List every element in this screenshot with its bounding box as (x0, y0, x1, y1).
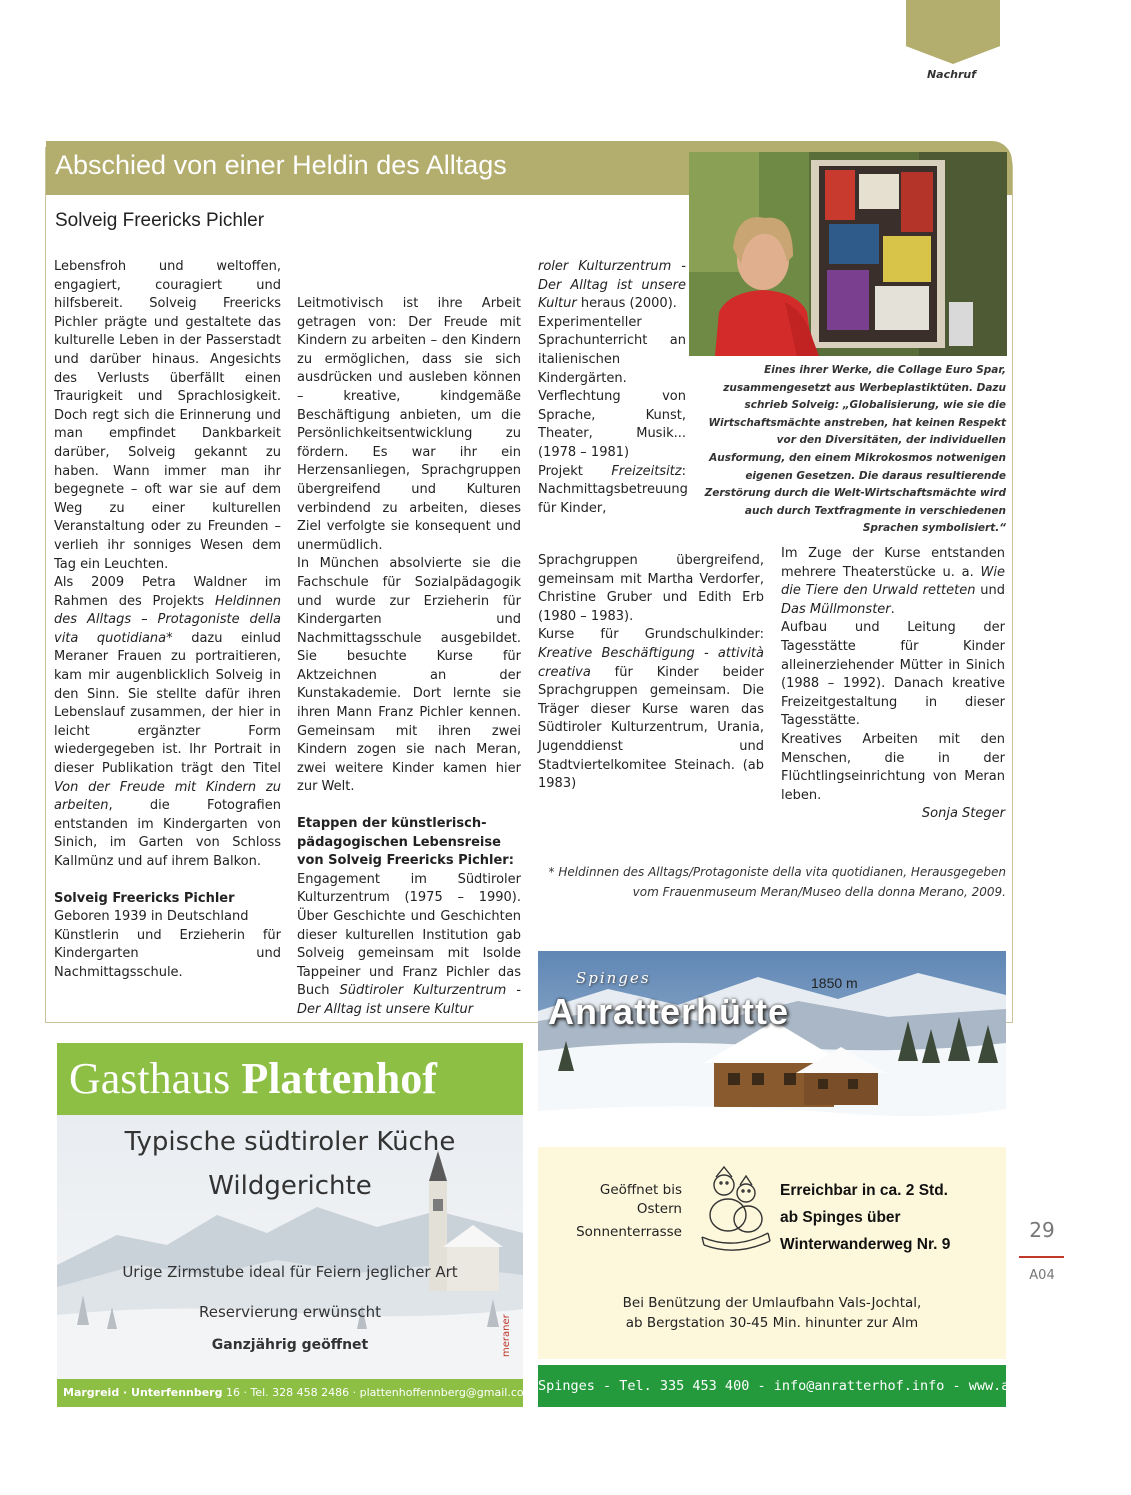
article-column-3-lower (538, 552, 764, 794)
paragraph: Kreatives Arbeiten mit den Menschen, die in der Flüchtlingseinrichtung von Meran leben. (781, 731, 1005, 803)
paragraph: Sprachgruppen übergreifend, gemeinsam mit Martha Verdorfer, Christine Gruber und Edith Erb (1980 – 1983). (538, 553, 764, 624)
ad-line: Typische südtiroler Küche (124, 1127, 456, 1157)
page-number-divider (1019, 1256, 1064, 1258)
winter-landscape-image (57, 1115, 523, 1379)
altitude-label: 1850 m (811, 975, 858, 991)
brand-name: Anratterhütte (548, 991, 790, 1032)
article-photo (689, 152, 1007, 356)
article-column-4 (781, 545, 1005, 824)
ad-footer: Spinges - Tel. 335 453 400 - info@anratterhof.info - www.anratterhof.info (538, 1365, 1006, 1407)
publisher-mark: meraner (501, 1314, 512, 1357)
section-label: Nachruf (926, 68, 976, 81)
paragraph: Lebensfroh und weltoffen, engagiert, couragiert und hilfsbereit. Solveig Freericks Pichler prägte und gestaltete das kulturelle Leben in der Passerstadt und darüber hinaus. Angesichts des Verlusts überfällt einen Traurigkeit und Sprachlosigkeit. Doch regt sich die Erinnerung und man empfindet Dankbarkeit darüber, Solveig gekannt zu haben. Wann immer man ihr begegnete – oft war sie auf dem Weg zu einer kulturellen Veranstaltung oder zu Freunden – verlieh ihr sonniges Wesen dem Tag ein Leuchten. (54, 259, 281, 572)
page-number: 29 (1029, 1218, 1055, 1242)
photo-collage-woman (689, 152, 1007, 356)
footnote: * Heldinnen des Alltags/Protagoniste della vita quotidianen, Herausgegeben vom Frauenmuseum Meran/Museo della donna Merano, 2009. (548, 865, 1006, 899)
ad-line: Reservierung erwünscht (198, 1303, 382, 1321)
ad-plattenhof[interactable] (57, 1043, 535, 1407)
section-heading: Etappen der künstlerisch-pädagogischen Lebensreise von Solveig Freericks Pichler: (297, 816, 514, 869)
paragraph: Engagement im Südtiroler Kulturzentrum (1975 – 1990). Über Geschichte und Geschichten dieser kulturellen Institution gab Solveig gemeinsam mit Isolde Tappeiner und Franz Pichler das Buch Südtiroler Kulturzentrum - Der Alltag ist unsere Kultur (297, 871, 521, 1017)
hut-photo (538, 951, 1006, 1147)
paragraph: Experimenteller Sprachunterricht an italienischen Kindergärten. Verflechtung von Sprache, Kunst, Theater, Musik... (1978 – 1981) (538, 314, 686, 460)
ad-line: Wildgerichte (208, 1171, 372, 1201)
section-tab (906, 0, 1000, 64)
bio-heading: Solveig Freericks Pichler (54, 890, 235, 906)
paragraph: Kurse für Grundschulkinder: Kreative Beschäftigung - attività creativa für Kinder beider Sprachgruppen gemeinsam. Die Träger dieser Kurse waren das Südtiroler Kulturzentrum, Urania, Jugenddienst und Stadtviertelkomitee Steinach. (ab 1983) (538, 627, 764, 792)
paragraph: In München absolvierte sie die Fachschule für Sozialpädagogik und wurde zur Erzieherin für Kindergarten und Nachmittagsschule ausgebildet. Sie besuchte Kurse für Aktzeichnen an der Kunstakademie. Dort lernte sie ihren Mann Franz Pichler kennen. Gemeinsam mit ihren zwei Kindern zogen sie nach Meran, zwei weitere Kinder kamen hier zur Welt. (297, 556, 521, 795)
paragraph: Im Zuge der Kurse entstanden mehrere Theaterstücke u. a. Wie die Tiere den Urwald retteten und Das Müllmonster. (781, 546, 1005, 617)
lift-info: Bei Benützung der Umlaufbahn Vals-Jochtal, ab Bergstation 30-45 Min. hinunter zur Alm (622, 1295, 922, 1331)
page-code: A04 (1029, 1268, 1055, 1283)
paragraph: roler Kulturzentrum - Der Alltag ist unsere Kultur heraus (2000). (538, 259, 686, 312)
paragraph: Als 2009 Petra Waldner im Rahmen des Projekts Heldinnen des Alltags – Protagoniste della vita quotidiana* dazu einlud Meraner Frauen zu portraitieren, kam mir augenblicklich Solveig in den Sinn. Sie stellte dafür ihren Lebenslauf zusammen, der hier in leicht ergänzter Form wiedergegeben ist. Ihr Portrait in dieser Publikation trägt den Titel Von der Freude mit Kindern zu arbeiten, die Fotografien entstanden im Kindergarten von Sinich, im Garten von Schloss Kallmünz und auf ihrem Balkon. (54, 575, 281, 869)
ad-info-panel (538, 1147, 1006, 1359)
ad-line: Urige Zirmstube ideal für Feiern jeglicher Art (122, 1263, 458, 1281)
brand-location: Spinges (576, 969, 651, 987)
photo-caption: Eines ihrer Werke, die Collage Euro Spar, zusammengesetzt aus Werbeplastiktüten. Dazu schrieb Solveig: „Globalisierung, wie sie die Wirtschaftsmächte anstreben, hat keinen Respekt vor den Diversitäten, der individuellen Ausformung, den einem Mikrokosmos notwenigen eigenen Gesetzen. Die daraus resultierende Zerstörung durch die Welt-Wirtschaftsmächte wird auch durch Textfragmente in verschiedenen Sprachen symbolisiert.“ (704, 364, 1006, 535)
author-signature: Sonja Steger (921, 806, 1005, 822)
article-column-2 (297, 258, 521, 1020)
article-title: Abschied von einer Heldin des Alltags (55, 150, 507, 180)
paragraph: Leitmotivisch ist ihre Arbeit getragen von: Der Freude mit Kindern zu arbeiten – den Kindern zu ermöglichen, dass sie sich ausdrücken und ausleben können – kreative, kindgemäße Beschäftigung anbieten, um die Persönlichkeitsentwicklung zu fördern. Es war ihr ein Herzensanliegen, Sprachgruppen übergreifend und Kulturen verbindend zu arbeiten, dieses Ziel verfolgte sie konsequent und unermüdlich. (297, 296, 521, 553)
paragraph: Projekt Freizeitsitz: Nachmittagsbetreuung für Kinder, (538, 463, 688, 516)
article-column-3 (538, 258, 686, 518)
bio-line: Geboren 1939 in Deutschland (54, 909, 249, 925)
paragraph: Aufbau und Leitung der Tagesstätte für Kinder alleinerziehender Mütter in Sinich (1988 – 1992). Danach kreative Freizeitgestaltung in dieser Tagesstätte. (781, 620, 1005, 729)
article-subtitle: Solveig Freericks Pichler (55, 210, 265, 231)
ad-line: Ganzjährig geöffnet (211, 1337, 369, 1353)
reach-info: Erreichbar in ca. 2 Std. ab Spinges über Winterwanderweg Nr. 9 (780, 1182, 951, 1253)
ad-title: Gasthaus Plattenhof (69, 1054, 437, 1103)
bio-line: Künstlerin und Erzieherin für Kindergarten und Nachmittagsschule. (54, 927, 281, 980)
article-column-1 (54, 258, 281, 983)
snowman-sled-icon (694, 1163, 774, 1257)
opening-info: Geöffnet bis Ostern Sonnenterrasse (576, 1182, 682, 1240)
ad-footer: Margreid · Unterfennberg 16 · Tel. 328 458 2486 · plattenhoffennberg@gmail.com (57, 1379, 523, 1407)
